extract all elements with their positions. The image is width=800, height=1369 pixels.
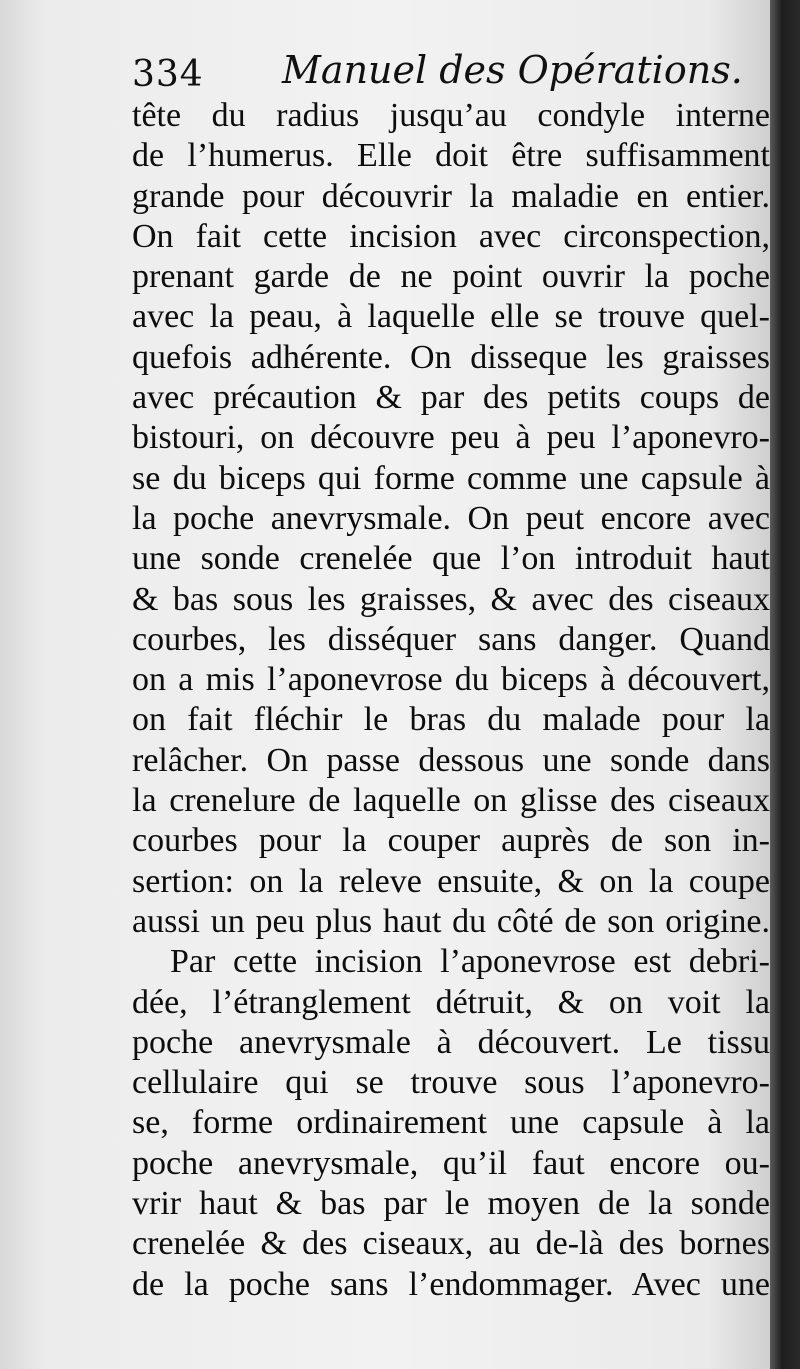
- text-line: grande pour découvrir la maladie en entier.: [132, 177, 770, 215]
- text-line: quefois adhérente. On disseque les graisses: [132, 338, 770, 376]
- text-line: poche anevrysmale à découvert. Le tissu: [132, 1023, 770, 1061]
- page-number: 334: [132, 54, 204, 95]
- text-line: crenelée & des ciseaux, au de-là des bornes: [132, 1225, 770, 1263]
- text-line: avec la peau, à laquelle elle se trouve quel-: [132, 298, 770, 336]
- text-line: avec précaution & par des petits coups de: [132, 379, 770, 417]
- text-line: se, forme ordinairement une capsule à la: [132, 1104, 770, 1142]
- paragraph-first-line: Par cette incision l’aponevrose est debri-: [170, 943, 770, 981]
- text-line: cellulaire qui se trouve sous l’aponevro-: [132, 1064, 770, 1102]
- text-line: relâcher. On passe dessous une sonde dans: [132, 741, 770, 779]
- text-line: de la poche sans l’endommager. Avec une: [132, 1265, 770, 1303]
- text-line: se du biceps qui forme comme une capsule à: [132, 459, 770, 497]
- text-line: prenant garde de ne point ouvrir la poche: [132, 258, 770, 296]
- text-line: vrir haut & bas par le moyen de la sonde: [132, 1185, 770, 1223]
- text-line: tête du radius jusqu’au condyle interne: [132, 97, 770, 134]
- text-line: courbes pour la couper auprès de son in-: [132, 822, 770, 860]
- text-line: & bas sous les graisses, & avec des ciseaux: [132, 580, 770, 618]
- text-line: on a mis l’aponevrose du biceps à découvert,: [132, 661, 770, 699]
- text-line: bistouri, on découvre peu à peu l’aponevro-: [132, 419, 770, 457]
- text-line: la poche anevrysmale. On peut encore avec: [132, 499, 770, 537]
- text-line: une sonde crenelée que l’on introduit haut: [132, 540, 770, 578]
- running-title: Manuel des Opérations.: [282, 48, 743, 92]
- text-line: dée, l’étranglement détruit, & on voit la: [132, 983, 770, 1021]
- text-line: poche anevrysmale, qu’il faut encore ou-: [132, 1144, 770, 1182]
- text-line: On fait cette incision avec circonspection,: [132, 217, 770, 255]
- text-line: sertion: on la releve ensuite, & on la coupe: [132, 862, 770, 900]
- text-line: on fait fléchir le bras du malade pour la: [132, 701, 770, 739]
- body-text: [132, 96, 770, 1305]
- page-edge-shadow: [770, 0, 800, 1369]
- text-line: aussi un peu plus haut du côté de son origine.: [132, 902, 770, 940]
- text-line: de l’humerus. Elle doit être suffisamment: [132, 137, 770, 175]
- text-line: la crenelure de laquelle on glisse des ciseaux: [132, 782, 770, 820]
- text-line: courbes, les disséquer sans danger. Quand: [132, 620, 770, 658]
